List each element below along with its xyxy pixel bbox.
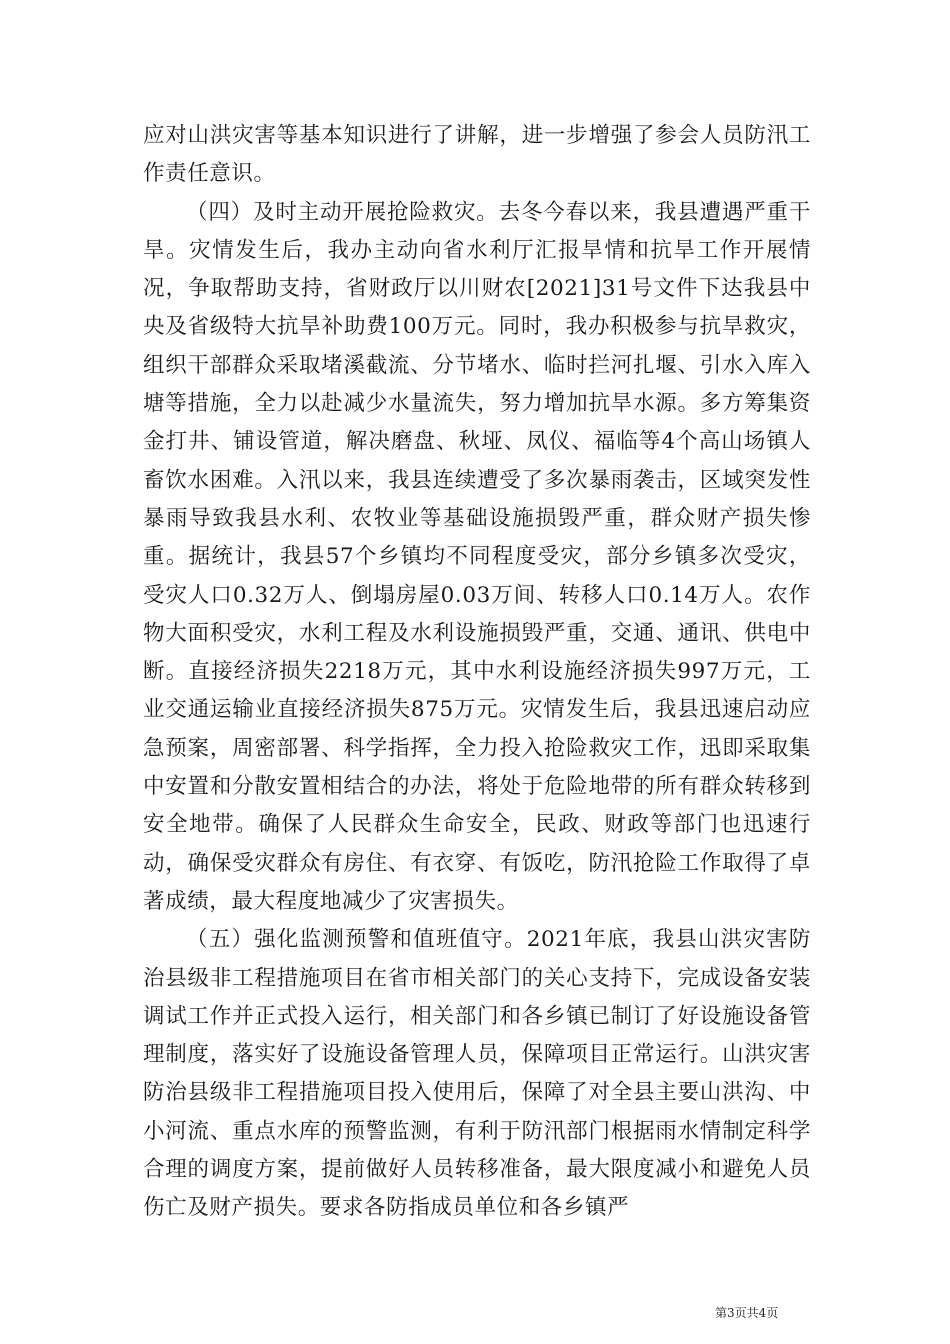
paragraph-continuation: 应对山洪灾害等基本知识进行了讲解，进一步增强了参会人员防汛工作责任意识。 — [143, 123, 811, 187]
page-number: 第3页共4页 — [715, 1306, 779, 1320]
paragraph-section-5: （五）强化监测预警和值班值守。2021年底，我县山洪灾害防治县级非工程措施项目在省市相关部门的关心支持下，完成设备安装调试工作并正式投入运行，相关部门和各乡镇已制订了好设施设备管理制度，落实好了设施设备管理人员，保障项目正常运行。山洪灾害防治县级非工程措施项目投入使用后，保障了对全县主要山洪沟、中小河流、重点水库的预警监测，有利于防汛部门根据雨水情制定科学合理的调度方案，提前做好人员转移准备，最大限度减小和避免人员伤亡及财产损失。要求各防指成员单位和各乡镇严 — [143, 927, 811, 1221]
paragraph-section-4: （四）及时主动开展抢险救灾。去冬今春以来，我县遭遇严重干旱。灾情发生后，我办主动向省水利厅汇报旱情和抗旱工作开展情况，争取帮助支持，省财政厅以川财农[2021]31号文件下达我县中央及省级特大抗旱补助费100万元。同时，我办积极参与抗旱救灾，组织干部群众采取堵溪截流、分节堵水、临时拦河扎堰、引水入库入塘等措施，全力以赴减少水量流失，努力增加抗旱水源。多方筹集资金打井、铺设管道，解决磨盘、秋垭、凤仪、福临等4个高山场镇人畜饮水困难。入汛以来，我县连续遭受了多次暴雨袭击，区域突发性暴雨导致我县水利、农牧业等基础设施损毁严重，群众财产损失惨重。据统计，我县57个乡镇均不同程度受灾，部分乡镇多次受灾，受灾人口0.32万人、倒塌房屋0.03万间、转移人口0.14万人。农作物大面积受灾，水利工程及水利设施损毁严重，交通、通讯、供电中断。直接经济损失2218万元，其中水利设施经济损失997万元，工业交通运输业直接经济损失875万元。灾情发生后，我县迅速启动应急预案，周密部署、科学指挥，全力投入抢险救灾工作，迅即采取集中安置和分散安置相结合的办法，将处于危险地带的所有群众转移到安全地带。确保了人民群众生命安全，民政、财政等部门也迅速行动，确保受灾群众有房住、有衣穿、有饭吃，防汛抢险工作取得了卓著成绩，最大程度地减少了灾害损失。 — [143, 199, 811, 914]
document-body — [143, 117, 811, 1228]
